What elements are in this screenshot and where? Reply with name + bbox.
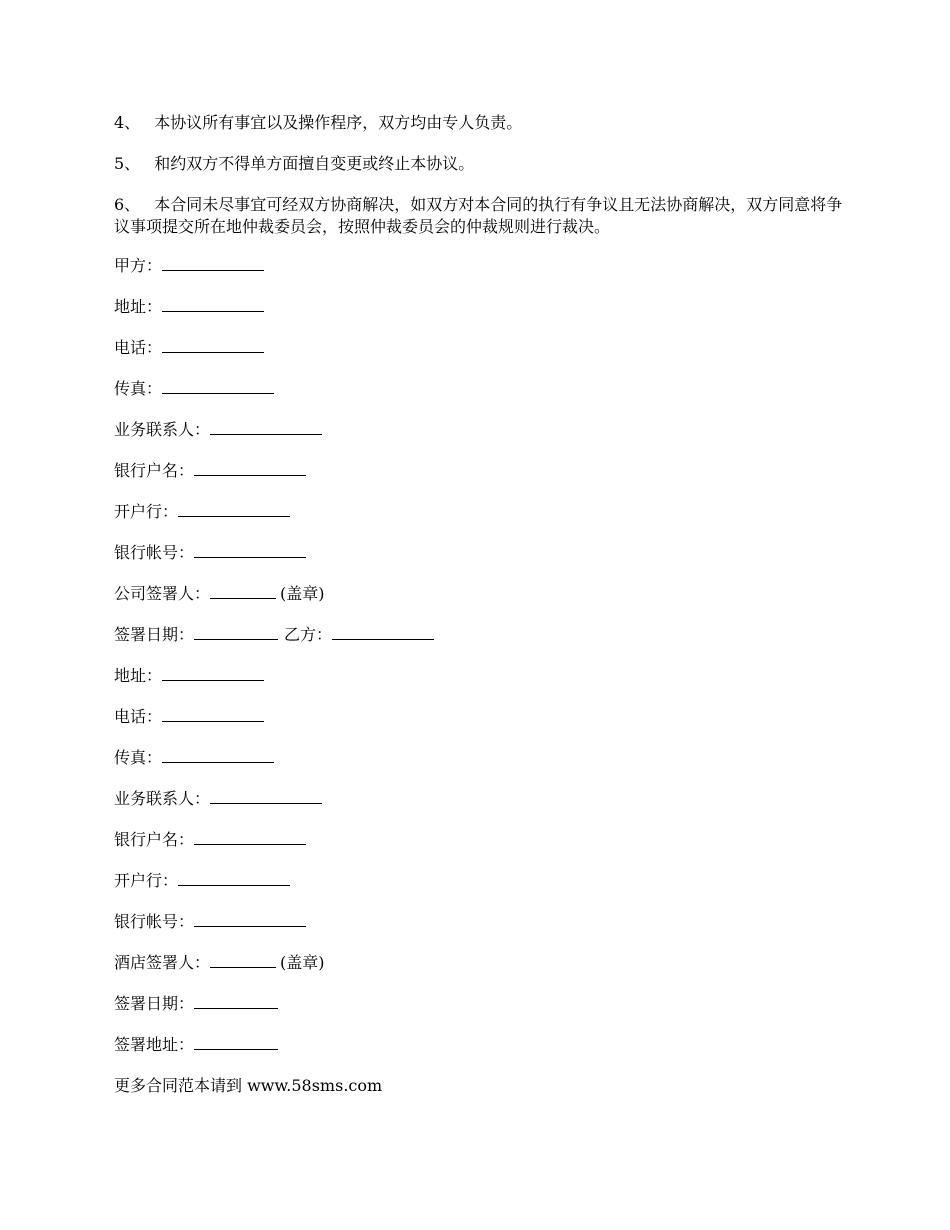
party-b-contact-blank xyxy=(210,788,322,804)
party-a-contact-label: 业务联系人： xyxy=(114,420,211,439)
party-b-signer-field xyxy=(114,952,844,974)
party-b-place-field xyxy=(114,1034,844,1056)
party-b-bank-name-label: 银行户名： xyxy=(114,830,195,849)
clause-text: 本协议所有事宜以及操作程序，双方均由专人负责。 xyxy=(154,113,523,132)
party-b-address-blank xyxy=(162,665,264,681)
party-b-account-blank xyxy=(194,911,306,927)
party-a-bank-blank xyxy=(178,501,290,517)
clause-6 xyxy=(114,194,844,238)
clause-number: 4、 xyxy=(114,113,141,132)
party-b-date-blank xyxy=(194,993,278,1009)
clause-number: 6、 xyxy=(114,195,141,214)
party-b-signer-label: 酒店签署人： xyxy=(114,953,211,972)
party-a-signer-field xyxy=(114,583,844,605)
footer-text: 更多合同范本请到 www.58sms.com xyxy=(114,1076,383,1095)
party-b-bank-label: 开户行： xyxy=(114,871,179,890)
party-b-phone-blank xyxy=(162,706,264,722)
party-b-address-label: 地址： xyxy=(114,666,163,685)
party-b-fax-blank xyxy=(162,747,274,763)
clause-number: 5、 xyxy=(114,154,141,173)
party-a-fax-blank xyxy=(162,378,274,394)
party-a-bank-name-blank xyxy=(194,460,306,476)
party-a-name-label: 甲方： xyxy=(114,256,163,275)
party-b-signer-blank xyxy=(210,952,276,968)
document-page xyxy=(114,112,844,1116)
party-b-fax-field xyxy=(114,747,844,769)
party-a-bank-field xyxy=(114,501,844,523)
clause-text: 本合同未尽事宜可经双方协商解决，如双方对本合同的执行有争议且无法协商解决，双方同意将争议事项提交所在地仲裁委员会，按照仲裁委员会的仲裁规则进行裁决。 xyxy=(114,195,843,236)
party-b-address-field xyxy=(114,665,844,687)
party-a-bank-name-field xyxy=(114,460,844,482)
party-a-fax-label: 传真： xyxy=(114,379,163,398)
footer-note xyxy=(114,1075,844,1097)
party-a-bank-name-label: 银行户名： xyxy=(114,461,195,480)
party-b-bank-field xyxy=(114,870,844,892)
party-a-signer-blank xyxy=(210,583,276,599)
party-a-bank-label: 开户行： xyxy=(114,502,179,521)
party-a-date-label: 签署日期： xyxy=(114,625,195,644)
party-a-address-label: 地址： xyxy=(114,297,163,316)
party-b-contact-field xyxy=(114,788,844,810)
party-b-name-blank xyxy=(332,624,434,640)
party-a-name-field xyxy=(114,255,844,277)
party-b-fax-label: 传真： xyxy=(114,748,163,767)
clause-4 xyxy=(114,112,844,134)
clause-text: 和约双方不得单方面擅自变更或终止本协议。 xyxy=(154,154,475,173)
party-b-bank-name-field xyxy=(114,829,844,851)
party-a-seal-label: (盖章) xyxy=(280,584,325,603)
party-a-phone-blank xyxy=(162,337,264,353)
party-b-bank-name-blank xyxy=(194,829,306,845)
party-a-contact-blank xyxy=(210,419,322,435)
party-a-fax-field xyxy=(114,378,844,400)
party-b-place-blank xyxy=(194,1034,278,1050)
party-b-bank-blank xyxy=(178,870,290,886)
party-b-contact-label: 业务联系人： xyxy=(114,789,211,808)
party-b-date-label: 签署日期： xyxy=(114,994,195,1013)
party-a-address-field xyxy=(114,296,844,318)
party-b-place-label: 签署地址： xyxy=(114,1035,195,1054)
party-a-contact-field xyxy=(114,419,844,441)
party-a-account-label: 银行帐号： xyxy=(114,543,195,562)
party-b-account-field xyxy=(114,911,844,933)
party-b-seal-label: (盖章) xyxy=(280,953,325,972)
party-a-signer-label: 公司签署人： xyxy=(114,584,211,603)
party-a-date-and-party-b-name-field xyxy=(114,624,844,646)
party-b-name-label: 乙方： xyxy=(284,625,333,644)
party-b-phone-field xyxy=(114,706,844,728)
party-a-address-blank xyxy=(162,296,264,312)
party-a-phone-label: 电话： xyxy=(114,338,163,357)
party-a-account-field xyxy=(114,542,844,564)
party-a-name-blank xyxy=(162,255,264,271)
party-b-date-field xyxy=(114,993,844,1015)
party-b-phone-label: 电话： xyxy=(114,707,163,726)
party-a-date-blank xyxy=(194,624,278,640)
party-b-account-label: 银行帐号： xyxy=(114,912,195,931)
party-a-account-blank xyxy=(194,542,306,558)
party-a-phone-field xyxy=(114,337,844,359)
clause-5 xyxy=(114,153,844,175)
